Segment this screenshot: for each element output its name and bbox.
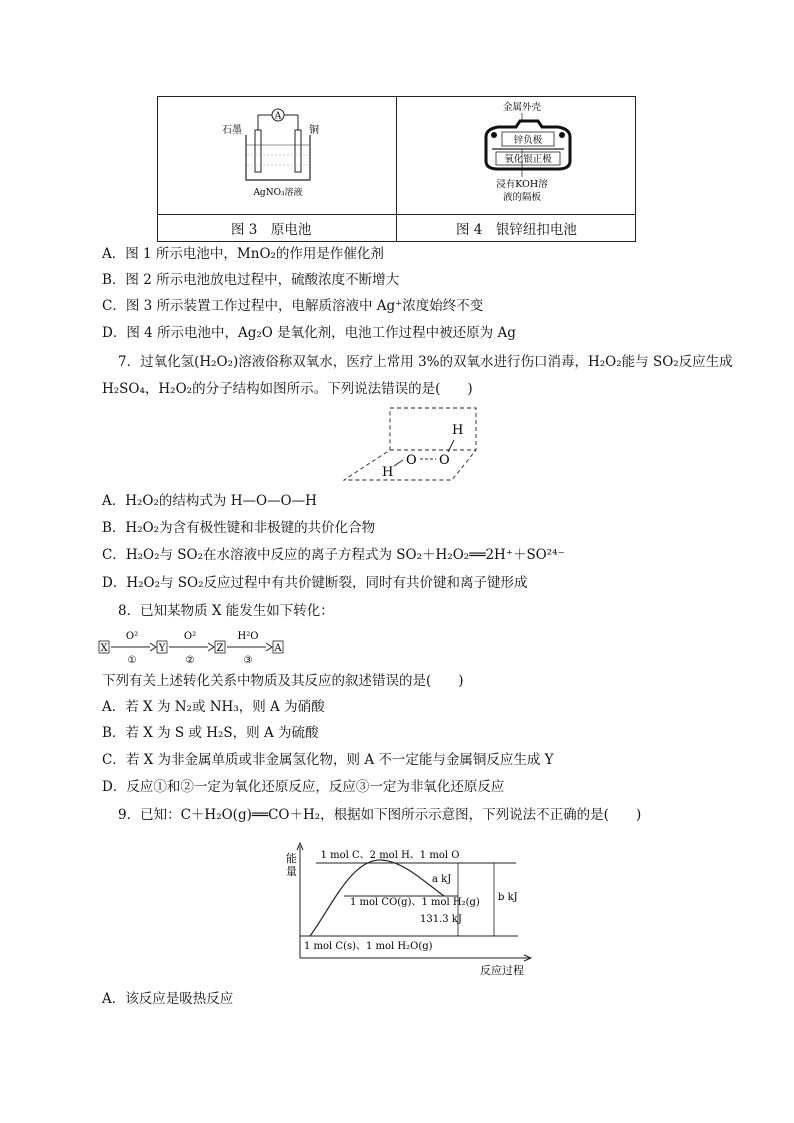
x-axis-label: 反应过程 <box>480 964 524 977</box>
q8-stem: 8．已知某物质 X 能发生如下转化： <box>118 603 334 619</box>
graphite-electrode <box>255 130 261 172</box>
chain-r2-bot: ② <box>185 655 195 666</box>
solution-label: AgNO₃溶液 <box>253 188 303 198</box>
atom-h1: H <box>382 465 394 480</box>
chain-r1-bot: ① <box>127 655 137 666</box>
q6-option-d: D．图 4 所示电池中，Ag₂O 是氧化剂，电池工作过程中被还原为 Ag <box>102 325 516 341</box>
h2o2-structure-figure <box>340 404 480 488</box>
bottom-level-label: 1 mol C(s)、1 mol H₂O(g) <box>304 941 433 952</box>
delta-label: 131.3 kJ <box>420 914 462 925</box>
separator-label: 浸有KOH溶 <box>496 179 548 190</box>
galvanic-cell-figure <box>218 105 338 213</box>
atom-o1: O <box>406 453 417 468</box>
ammeter-label: A <box>274 111 282 122</box>
graphite-label: 石墨 <box>222 125 242 136</box>
figure-table <box>157 96 636 242</box>
anode-label: 锌负极 <box>513 135 543 146</box>
chain-z: Z <box>216 643 224 654</box>
q8-option-b: B．若 X 为 S 或 H₂S，则 A 为硫酸 <box>102 725 319 741</box>
q6-option-b: B．图 2 所示电池放电过程中，硫酸浓度不断增大 <box>102 272 400 288</box>
q7-stem-2: H₂SO₄，H₂O₂的分子结构如图所示。下列说法错误的是( ) <box>102 381 473 397</box>
shell-label: 金属外壳 <box>502 102 542 113</box>
chain-r1-top: O² <box>125 631 139 642</box>
table-divider <box>396 97 397 241</box>
atom-h2: H <box>452 423 464 438</box>
q7-stem: 7．过氧化氢(H₂O₂)溶液俗称双氧水，医疗上常用 3%的双氧水进行伤口消毒，H₂O₂能与 SO₂反应生成 <box>118 354 733 370</box>
cathode-label: 氧化银正极 <box>504 154 552 165</box>
fig4-caption: 图 4 银锌纽扣电池 <box>456 222 577 238</box>
q7-option-c: C．H₂O₂与 SO₂在水溶液中反应的离子方程式为 SO₂＋H₂O₂══2H⁺＋SO²⁴⁻ <box>102 547 565 563</box>
mid-level-label: 1 mol CO(g)、1 mol H₂(g) <box>350 897 480 908</box>
q7-option-a: A．H₂O₂的结构式为 H—O—O—H <box>102 493 317 509</box>
chain-r2-top: O² <box>183 631 197 642</box>
table-divider <box>158 214 635 215</box>
b-kj-label: b kJ <box>498 892 518 903</box>
button-battery-figure <box>476 99 586 209</box>
chain-r3-top: H²O <box>237 631 259 642</box>
conversion-chain <box>98 626 298 666</box>
q7-option-d: D．H₂O₂与 SO₂反应过程中有共价键断裂，同时有共价键和离子键形成 <box>102 575 528 591</box>
q8-option-c: C．若 X 为非金属单质或非金属氢化物，则 A 不一定能与金属铜反应生成 Y <box>102 752 554 768</box>
q9-option-a: A．该反应是吸热反应 <box>102 991 234 1007</box>
copper-electrode <box>295 130 301 172</box>
energy-diagram <box>280 840 540 980</box>
q6-option-a: A．图 1 所示电池中，MnO₂的作用是作催化剂 <box>102 246 384 262</box>
a-kj-label: a kJ <box>432 874 452 885</box>
q8-option-d: D．反应①和②一定为氧化还原反应，反应③一定为非氧化还原反应 <box>102 779 505 795</box>
separator-label-2: 液的隔板 <box>502 192 542 203</box>
atom-o2: O <box>439 453 450 468</box>
chain-a: A <box>274 643 282 654</box>
q6-option-c: C．图 3 所示装置工作过程中，电解质溶液中 Ag⁺浓度始终不变 <box>102 298 484 314</box>
q9-stem: 9．已知：C＋H₂O(g)══CO＋H₂，根据如下图所示示意图，下列说法不正确的是( ) <box>118 807 642 823</box>
y-axis-label-1: 能 <box>286 852 297 865</box>
q8-stem-2: 下列有关上述转化关系中物质及其反应的叙述错误的是( ) <box>102 673 464 689</box>
top-level-label: 1 mol C、2 mol H、1 mol O <box>320 850 460 861</box>
chain-r3-bot: ③ <box>243 655 253 666</box>
copper-label: 铜 <box>309 125 319 136</box>
chain-x: X <box>100 643 108 654</box>
fig3-caption: 图 3 原电池 <box>231 222 312 238</box>
y-axis-label-2: 量 <box>286 865 297 878</box>
chain-y: Y <box>158 643 166 654</box>
q7-option-b: B．H₂O₂为含有极性键和非极键的共价化合物 <box>102 520 376 536</box>
q8-option-a: A．若 X 为 N₂或 NH₃，则 A 为硝酸 <box>102 699 325 715</box>
